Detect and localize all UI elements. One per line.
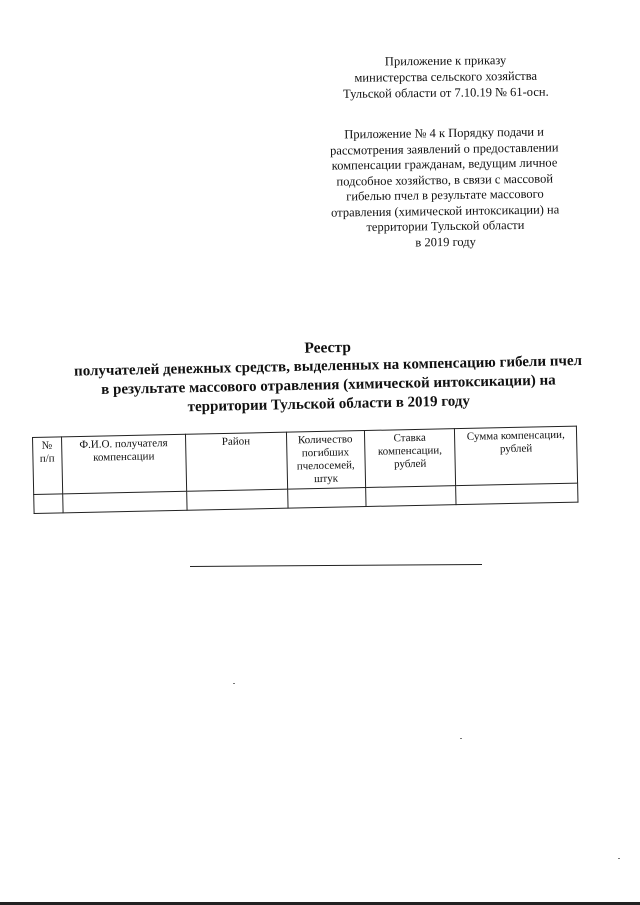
appendix-order-line: Тульской области от 7.10.19 № 61-осн. [343,84,549,101]
column-header-district: Район [186,432,288,491]
appendix-order-line: Приложение к приказу [384,53,507,69]
document-title [55,333,601,420]
appendix-order-line: министерства сельского хозяйства [354,68,538,85]
scan-speck [618,858,620,859]
scan-speck [233,683,235,684]
title-line: в результате массового отравления (химической интоксикации) на [101,372,556,399]
appendix-procedure-line: гибелью пчел в результате массового [346,186,544,204]
registry-table [32,426,578,514]
title-line: получателей денежных средств, выделенных на компенсацию гибели пчел [73,352,583,380]
column-header-colonies: Количество погибших пчелосемей, штук [286,431,365,490]
appendix-procedure-line: отравления (химической интоксикации) на [331,201,560,220]
appendix-procedure-line: территории Тульской области [366,217,525,235]
table-cell [365,486,456,507]
appendix-procedure-line: компенсации гражданам, ведущим личное [331,155,558,173]
title-registry: Реестр [304,338,352,357]
table-cell [456,483,578,505]
scan-speck [460,738,462,739]
table-cell [62,491,187,513]
appendix-procedure-header [304,124,586,252]
appendix-procedure-line: рассмотрения заявлений о предоставлении [329,139,559,158]
column-header-number: № п/п [33,437,63,495]
table-cell [187,489,288,510]
column-header-rate: Ставка компенсации, рублей [364,429,456,488]
closing-line [190,564,482,567]
appendix-procedure-line: Приложение № 4 к Порядку подачи и [344,124,544,142]
column-header-recipient: Ф.И.О. получателя компенсации [61,434,187,494]
table-cell [287,488,366,509]
title-line: территории Тульской области в 2019 году [187,393,471,416]
column-header-amount: Сумма компенсации, рублей [455,426,578,486]
appendix-procedure-line: в 2019 году [415,234,476,249]
appendix-order-header [328,52,563,102]
table-cell [34,494,63,514]
appendix-procedure-line: подсобное хозяйство, в связи с массовой [336,171,554,189]
